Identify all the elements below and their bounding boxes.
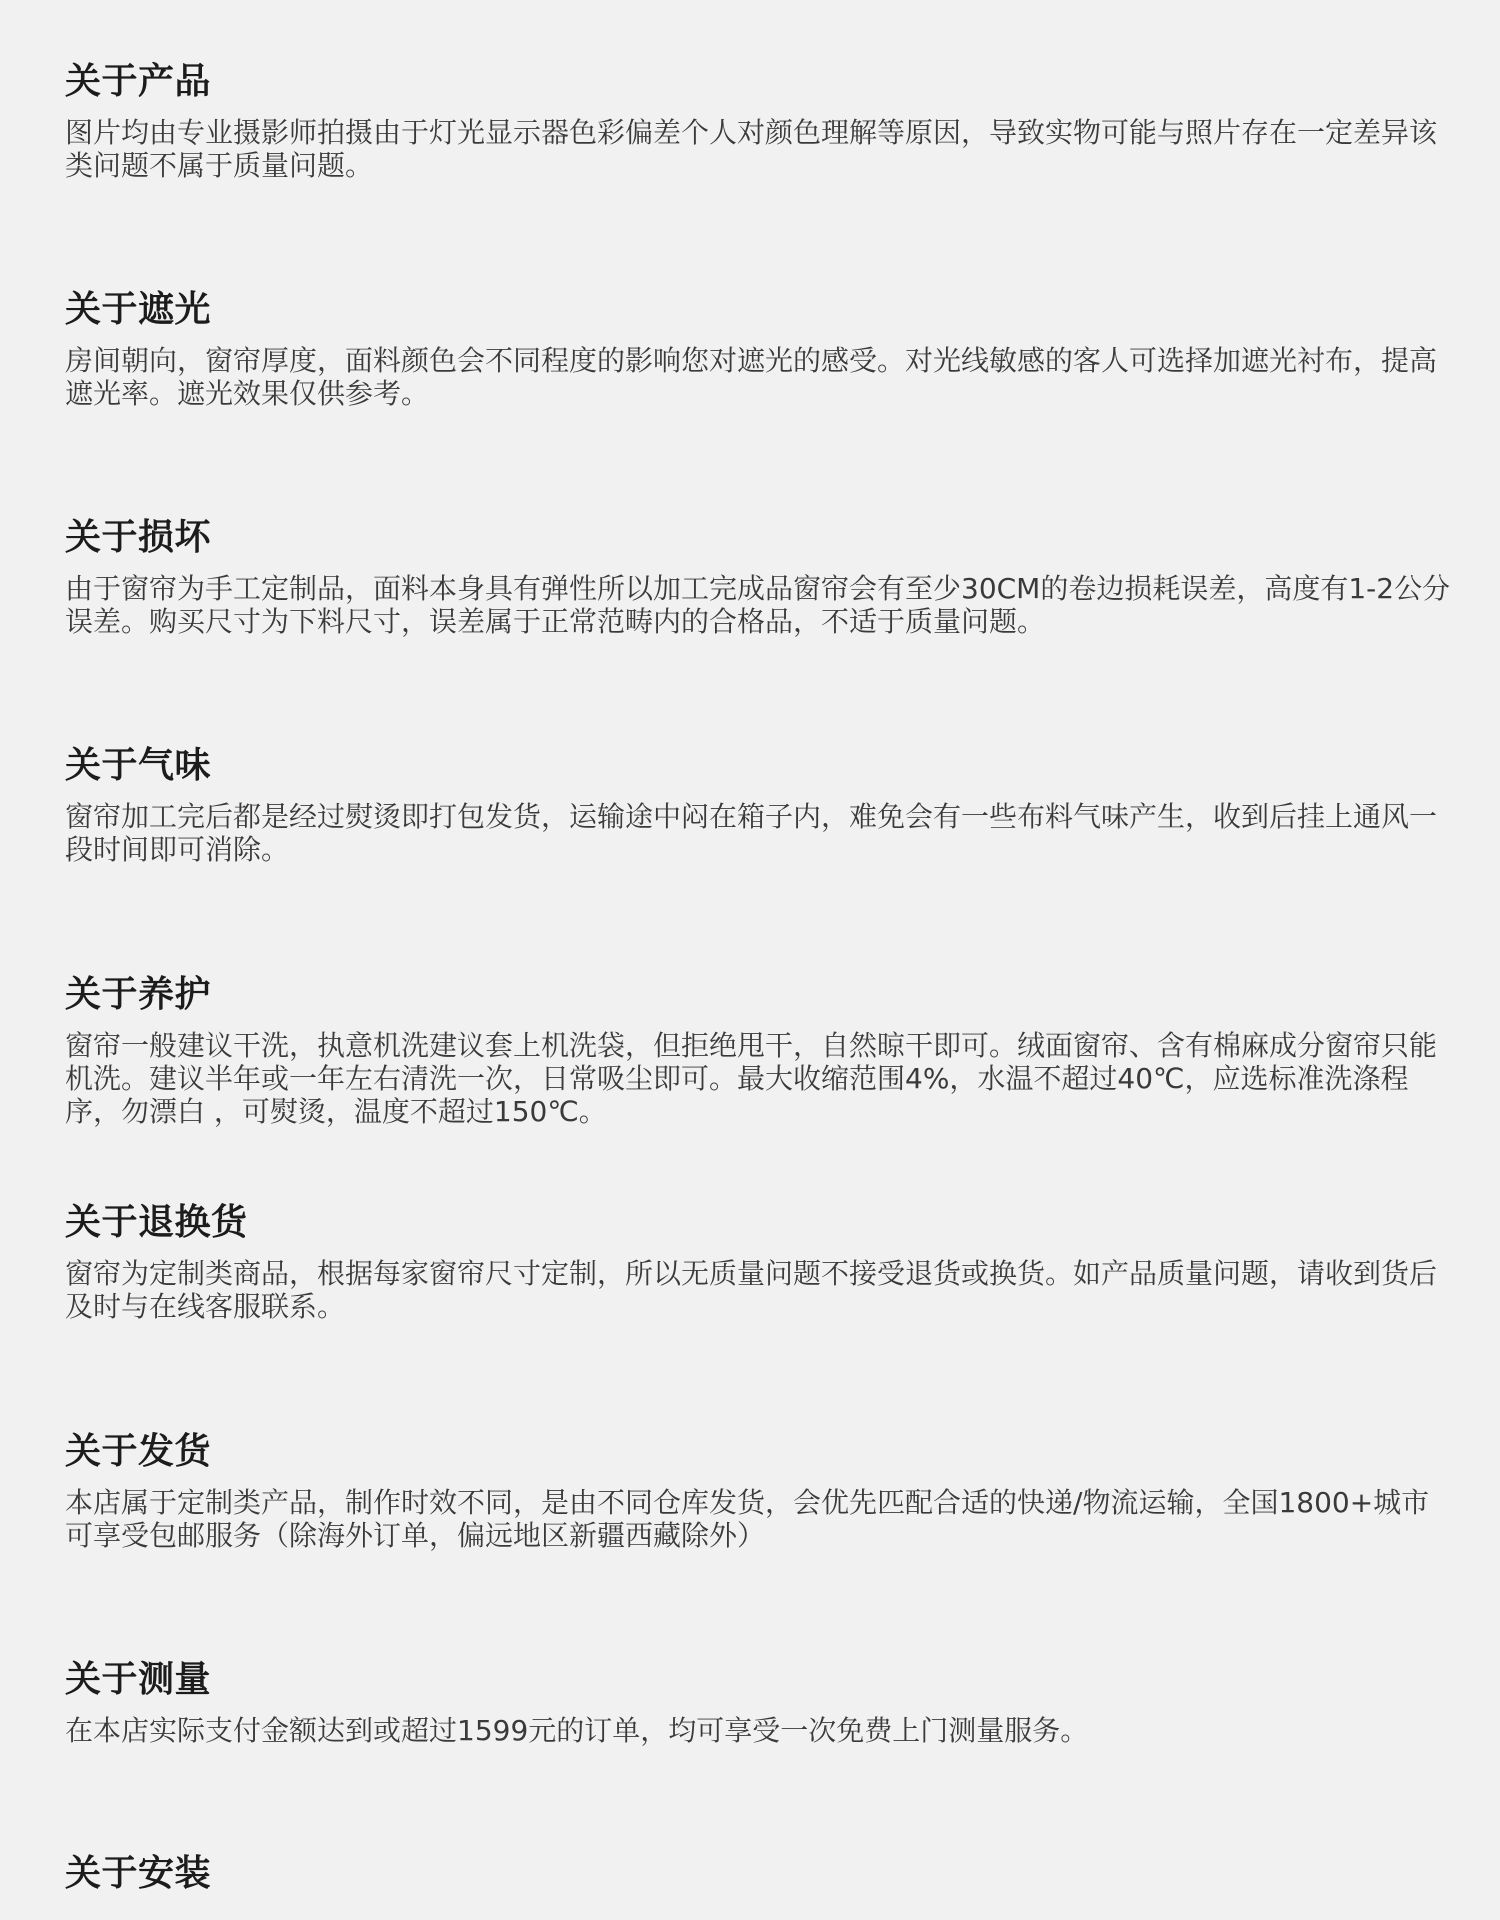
section-body: 由于窗帘为手工定制品，面料本身具有弹性所以加工完成品窗帘会有至少30CM的卷边损耗误差，高度有1-2公分误差。购买尺寸为下料尺寸，误差属于正常范畴内的合格品，不适于质量问题。: [65, 572, 1451, 638]
section-damage: [65, 516, 1455, 638]
section-shipping: [65, 1430, 1455, 1552]
section-title: 关于产品: [65, 61, 212, 102]
section-body: 窗帘加工完后都是经过熨烫即打包发货，运输途中闷在箱子内，难免会有一些布料气味产生，收到后挂上通风一段时间即可消除。: [65, 800, 1438, 866]
section-measurement: [65, 1658, 1455, 1747]
section-odor: [65, 744, 1455, 866]
section-title: 关于养护: [65, 974, 212, 1015]
section-title: 关于遮光: [65, 289, 212, 330]
section-title: 关于气味: [65, 745, 212, 786]
section-product: [65, 60, 1455, 182]
section-body: 图片均由专业摄影师拍摄由于灯光显示器色彩偏差个人对颜色理解等原因，导致实物可能与照片存在一定差异该类问题不属于质量问题。: [65, 116, 1438, 182]
section-installation: [65, 1852, 1455, 1908]
section-shading: [65, 288, 1455, 410]
section-body: 在本店实际支付金额达到或超过1599元的订单，均可享受一次免费上门测量服务。: [65, 1714, 1089, 1747]
section-title: 关于安装: [65, 1853, 212, 1894]
section-body: 窗帘为定制类商品，根据每家窗帘尺寸定制，所以无质量问题不接受退货或换货。如产品质量问题，请收到货后及时与在线客服联系。: [65, 1257, 1438, 1323]
section-title: 关于发货: [65, 1431, 212, 1472]
section-body: 窗帘一般建议干洗，执意机洗建议套上机洗袋，但拒绝甩干，自然晾干即可。绒面窗帘、含有棉麻成分窗帘只能机洗。建议半年或一年左右清洗一次，日常吸尘即可。最大收缩范围4%，水温不超过40℃，应选标准洗涤程序，勿漂白 ，可熨烫，温度不超过150℃。: [65, 1029, 1438, 1128]
section-care: [65, 973, 1455, 1128]
section-title: 关于损坏: [65, 517, 212, 558]
section-body: 房间朝向，窗帘厚度，面料颜色会不同程度的影响您对遮光的感受。对光线敏感的客人可选择加遮光衬布，提高遮光率。遮光效果仅供参考。: [65, 344, 1438, 410]
section-title: 关于退换货: [65, 1202, 248, 1243]
section-returns: [65, 1201, 1455, 1323]
section-body: 本店属于定制类产品，制作时效不同，是由不同仓库发货，会优先匹配合适的快递/物流运输，全国1800+城市可享受包邮服务（除海外订单，偏远地区新疆西藏除外）: [65, 1486, 1430, 1552]
section-title: 关于测量: [65, 1659, 212, 1700]
